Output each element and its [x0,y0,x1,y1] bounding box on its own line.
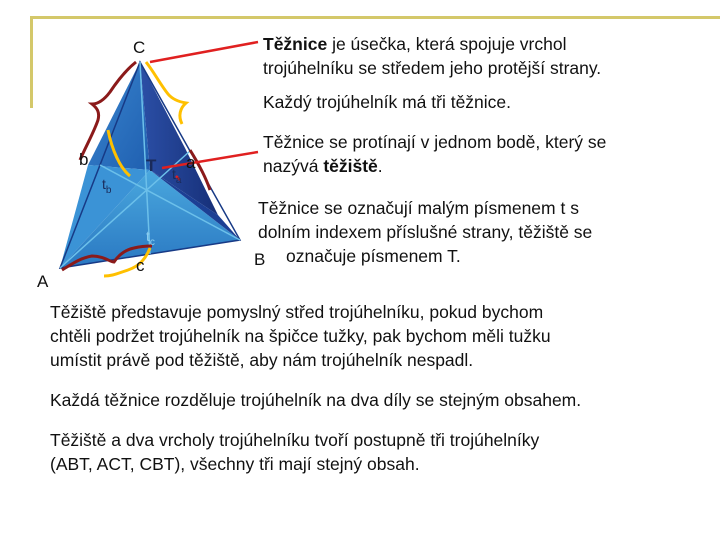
median-b-sub: b [105,184,112,196]
intersection-line-1: Těžnice se protínají v jednom bodě, který se [263,132,607,152]
parts-line-2: (ABT, ACT, CBT), všechny tři mají stejný obsah. [50,454,420,474]
intersection-pre: nazývá [263,156,324,176]
intersection-line-2 [263,154,383,178]
side-a-label: a [186,153,196,172]
three-medians-text: Každý trojúhelník má tři těžnice. [263,92,512,112]
median-c-sub: c [149,236,155,248]
median-b-letter: t [102,176,106,192]
side-c-label: c [136,256,145,275]
pencil-line-2: chtěli podržet trojúhelník na špičce tužky, pak bychom měli tužku [50,326,551,346]
parts-line-1: Těžiště a dva vrcholy trojúhelníku tvoří postupně tři trojúhelníky [50,430,540,450]
definition-term: Těžnice [263,34,328,54]
arrow-to-vertex-c [150,42,258,62]
median-c-letter: t [146,228,150,244]
definition-line-2: trojúhelníku se středem jeho protější strany. [263,58,602,78]
pencil-line-1: Těžiště představuje pomyslný střed trojúhelníku, pokud bychom [50,302,544,322]
vertex-b-label: B [254,250,266,269]
area-statement: Každá těžnice rozděluje trojúhelník na dva díly se stejným obsahem. [50,390,582,410]
definition-rest: je úsečka, která spojuje vrchol [327,34,567,54]
notation-line-2: dolním indexem příslušné strany, těžiště se [258,222,593,242]
median-a-label [172,166,181,189]
median-a-letter: t [172,166,176,182]
definition-line-1 [263,32,567,56]
median-c-label [146,228,155,251]
notation-line-1: Těžnice se označují malým písmenem t s [258,198,579,218]
pencil-line-3: umístit právě pod těžiště, aby nám trojúhelník nespadl. [50,350,474,370]
centroid-term: těžiště [323,156,378,176]
vertex-c-label: C [133,38,146,57]
centroid-label: T [146,156,157,175]
vertex-a-label: A [37,272,49,291]
intersection-post: . [377,156,383,176]
median-b-label [102,176,111,199]
side-b-label: b [79,150,89,169]
median-a-sub: a [175,174,182,186]
notation-line-3: označuje písmenem T. [286,246,461,266]
